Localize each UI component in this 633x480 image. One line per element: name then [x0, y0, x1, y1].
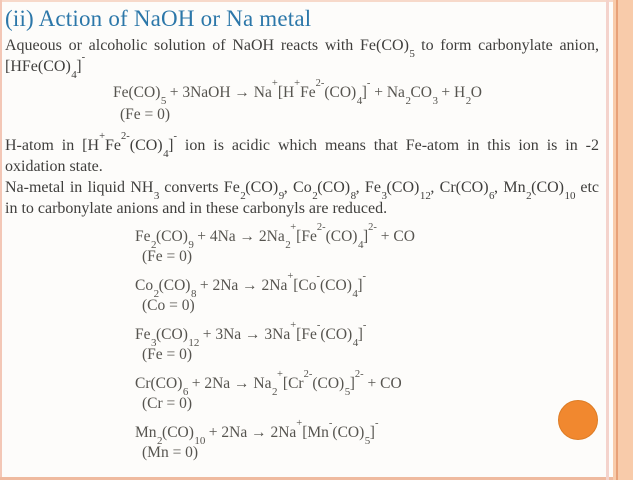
right-edge-thin-stripe [606, 0, 609, 480]
equation-block [135, 319, 599, 364]
right-edge-accent-line [616, 0, 618, 480]
intro-paragraph: Aqueous or alcoholic solution of NaOH reacts with $Fe(CO)_5$ to form carbonylate anion, $[HFe(CO)_4]^-$ [5, 37, 600, 82]
orange-accent-circle [558, 400, 598, 440]
equation-oxidation-note: (Fe = 0) [142, 248, 193, 265]
slide-content [5, 4, 599, 471]
naoh-equation-oxidation-note: (Fe = 0) [120, 106, 171, 123]
slide-title: (ii) Action of NaOH or Na metal [5, 6, 312, 31]
na-equations-list [135, 221, 599, 462]
na-metal-paragraph: Na-metal in liquid $NH_3$ converts $Fe_2(CO)_9$, $Co_2(CO)_8$, $Fe_3(CO)_{12}$, $Cr(CO)_6$, $Mn_2(CO)_{10}$ etc in to carbonylate anions and in these carbonyls are reduced. [5, 179, 599, 217]
naoh-equation-formula: $Fe(CO)_5$ + 3NaOH → $Na^+[H^+Fe^{2-}(CO)_4]^- + Na_2CO_3 + H_2O$ [113, 77, 482, 108]
equation-oxidation-note: (Cr = 0) [142, 395, 193, 412]
equation-formula: $Fe_2(CO)_9 + 4Na \to 2Na_2^+[Fe^{2-}(CO)_4]^{2-}$ + CO [135, 221, 415, 252]
naoh-equation-block [113, 77, 599, 125]
slide-border-top [0, 0, 633, 2]
equation-oxidation-note: (Co = 0) [142, 297, 195, 314]
equation-oxidation-note: (Fe = 0) [142, 346, 193, 363]
equation-formula: $Co_2(CO)_8 + 2Na \to 2Na^+[Co^-(CO)_4]^-$ [135, 270, 367, 301]
equation-formula: $Cr(CO)_6 + 2Na \to Na_2^+[Cr^{2-}(CO)_5]^{2-}$ + CO [135, 368, 402, 399]
equation-oxidation-note: (Mn = 0) [142, 444, 199, 461]
equation-block [135, 270, 599, 315]
equation-block [135, 221, 599, 266]
equation-formula: $Fe_3(CO)_{12} + 3Na \to 3Na^+[Fe^-(CO)_4]^-$ [135, 319, 367, 350]
slide-border-left [0, 0, 2, 480]
equation-block [135, 417, 599, 462]
acidic-paragraph: H-atom in $[H^+Fe^{2-}(CO)_4]^-$ ion is acidic which means that Fe-atom in this ion is in -2 oxidation state. [5, 130, 600, 175]
equation-formula: $Mn_2(CO)_{10} + 2Na \to 2Na^+[Mn^-(CO)_5]^-$ [135, 417, 379, 448]
equation-block [135, 368, 599, 413]
